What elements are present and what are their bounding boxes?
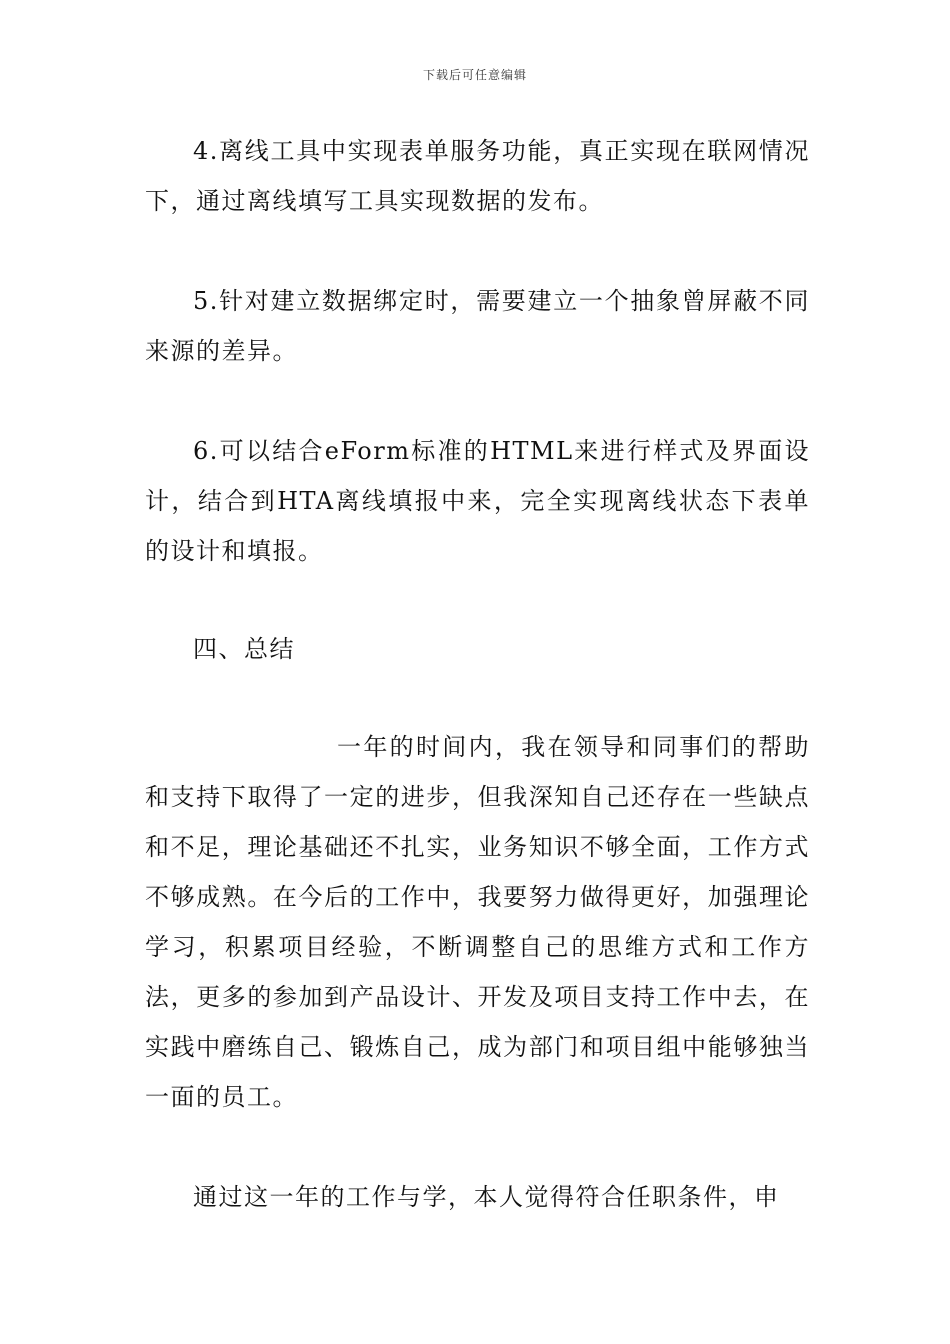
paragraph-item-4 xyxy=(145,126,810,226)
paragraph-item-5 xyxy=(145,276,810,376)
closing-paragraph xyxy=(145,1172,810,1222)
paragraph-text: 5.针对建立数据绑定时，需要建立一个抽象曾屏蔽不同来源的差异。 xyxy=(145,287,810,365)
paragraph-item-6 xyxy=(145,426,810,576)
section-heading-summary xyxy=(145,624,810,674)
paragraph-text: 6.可以结合eForm标准的HTML来进行样式及界面设计，结合到HTA离线填报中来，完全实现离线状态下表单的设计和填报。 xyxy=(145,437,810,565)
summary-paragraph xyxy=(145,722,810,1122)
paragraph-text: 4.离线工具中实现表单服务功能，真正实现在联网情况下，通过离线填写工具实现数据的发布。 xyxy=(145,137,810,215)
header-note: 下载后可任意编辑 xyxy=(422,68,527,82)
paragraph-text: 通过这一年的工作与学，本人觉得符合任职条件，申 xyxy=(193,1183,780,1211)
paragraph-text: 一年的时间内，我在领导和同事们的帮助和支持下取得了一定的进步，但我深知自己还存在一些缺点和不足，理论基础还不扎实，业务知识不够全面，工作方式不够成熟。在今后的工作中，我要努力做得更好，加强理论学习，积累项目经验，不断调整自己的思维方式和工作方法，更多的参加到产品设计、开发及项目支持工作中去，在实践中磨练自己、锻炼自己，成为部门和项目组中能够独当一面的员工。 xyxy=(145,733,810,1111)
section-heading-text: 四、总结 xyxy=(193,635,295,663)
